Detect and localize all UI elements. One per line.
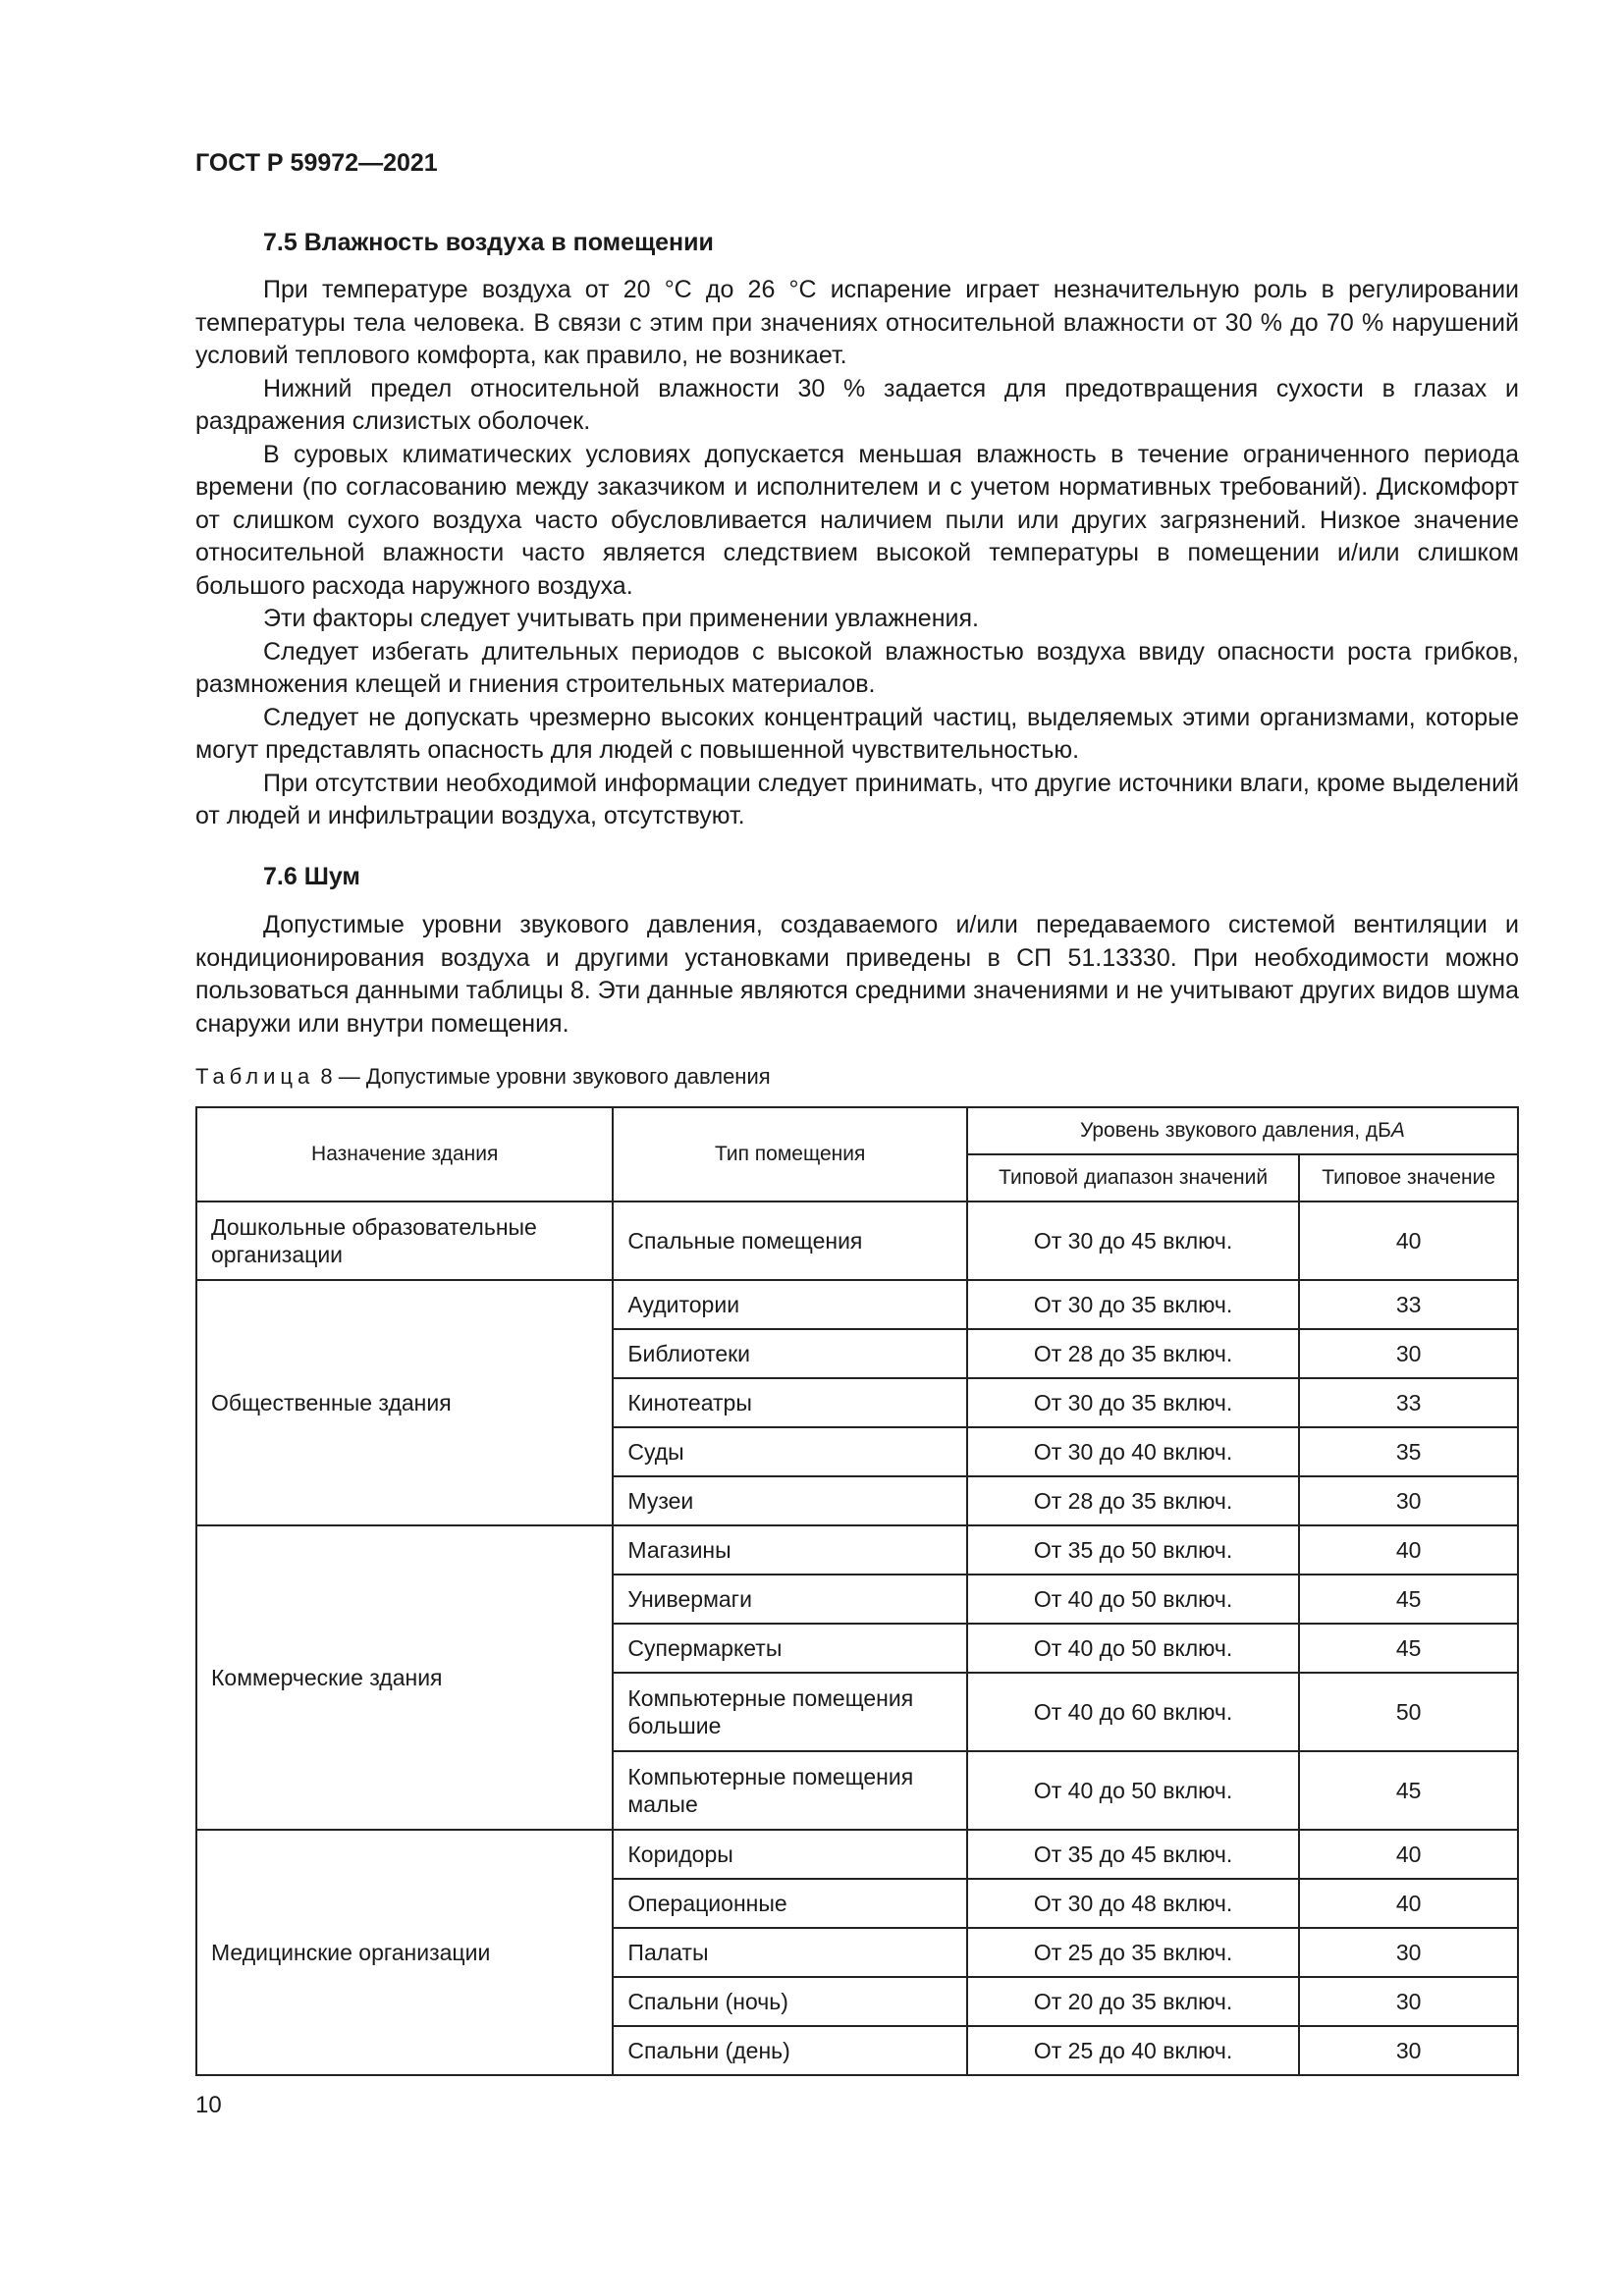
table-row	[196, 1280, 1518, 1329]
value-cell: 40	[1299, 1525, 1518, 1575]
document-id: ГОСТ Р 59972—2021	[195, 149, 438, 177]
paragraph: Допустимые уровни звукового давления, создаваемого и/или передаваемого системой вентиляции и кондиционирования воздуха и другими установками приведены в СП 51.13330. При необходимости можно пользоваться данными таблицы 8. Эти данные являются средними значениями и не учитывают других видов шума снаружи или внутри помещения.	[195, 911, 1519, 1038]
range-cell: От 28 до 35 включ.	[967, 1476, 1299, 1525]
building-cell: Общественные здания	[196, 1280, 613, 1525]
room-cell: Компьютерные помещения большие	[613, 1673, 967, 1751]
range-cell: От 35 до 50 включ.	[967, 1525, 1299, 1575]
range-cell: От 30 до 40 включ.	[967, 1427, 1299, 1476]
range-cell: От 25 до 40 включ.	[967, 2026, 1299, 2075]
value-cell: 40	[1299, 1830, 1518, 1879]
table-caption	[195, 1064, 771, 1090]
header-typical: Типовое значение	[1299, 1154, 1518, 1201]
table-row	[196, 1830, 1518, 1879]
header-range: Типовой диапазон значений	[967, 1154, 1299, 1201]
section-7-6-body	[195, 909, 1519, 1041]
room-cell: Универмаги	[613, 1575, 967, 1624]
value-cell: 33	[1299, 1280, 1518, 1329]
range-cell: От 35 до 45 включ.	[967, 1830, 1299, 1879]
room-cell: Музеи	[613, 1476, 967, 1525]
paragraph: При отсутствии необходимой информации следует принимать, что другие источники влаги, кроме выделений от людей и инфильтрации воздуха, отсутствуют.	[195, 769, 1519, 829]
header-level-unit: А	[1390, 1119, 1405, 1142]
table-row	[196, 1201, 1518, 1280]
section-heading-7-6: 7.6 Шум	[263, 863, 360, 890]
value-cell: 30	[1299, 1977, 1518, 2026]
table-caption-text: 8 — Допустимые уровни звукового давления	[320, 1064, 771, 1089]
value-cell: 45	[1299, 1751, 1518, 1830]
building-cell: Коммерческие здания	[196, 1525, 613, 1830]
value-cell: 40	[1299, 1201, 1518, 1280]
range-cell: От 30 до 35 включ.	[967, 1280, 1299, 1329]
paragraph: При температуре воздуха от 20 °С до 26 °С испарение играет незначительную роль в регулировании температуры тела человека. В связи с этим при значениях относительной влажности от 30 % до 70 % нарушений условий теплового комфорта, как правило, не возникает.	[195, 276, 1519, 369]
paragraph: Эти факторы следует учитывать при применении увлажнения.	[263, 605, 979, 632]
range-cell: От 28 до 35 включ.	[967, 1329, 1299, 1378]
room-cell: Операционные	[613, 1879, 967, 1928]
value-cell: 30	[1299, 1329, 1518, 1378]
range-cell: От 30 до 48 включ.	[967, 1879, 1299, 1928]
room-cell: Магазины	[613, 1525, 967, 1575]
room-cell: Супермаркеты	[613, 1624, 967, 1673]
range-cell: От 40 до 50 включ.	[967, 1624, 1299, 1673]
range-cell: От 30 до 35 включ.	[967, 1378, 1299, 1427]
value-cell: 35	[1299, 1427, 1518, 1476]
value-cell: 50	[1299, 1673, 1518, 1751]
room-cell: Спальные помещения	[613, 1201, 967, 1280]
page-number: 10	[195, 2092, 222, 2118]
room-cell: Спальни (день)	[613, 2026, 967, 2075]
value-cell: 33	[1299, 1378, 1518, 1427]
building-cell: Медицинские организации	[196, 1830, 613, 2075]
header-level	[967, 1107, 1518, 1154]
room-cell: Палаты	[613, 1928, 967, 1977]
range-cell: От 30 до 45 включ.	[967, 1201, 1299, 1280]
sound-levels-table	[195, 1106, 1519, 2076]
range-cell: От 40 до 50 включ.	[967, 1575, 1299, 1624]
table-row	[196, 1525, 1518, 1575]
range-cell: От 40 до 50 включ.	[967, 1751, 1299, 1830]
room-cell: Коридоры	[613, 1830, 967, 1879]
range-cell: От 40 до 60 включ.	[967, 1673, 1299, 1751]
room-cell: Аудитории	[613, 1280, 967, 1329]
value-cell: 45	[1299, 1624, 1518, 1673]
room-cell: Суды	[613, 1427, 967, 1476]
header-level-text: Уровень звукового давления, дБ	[1079, 1119, 1391, 1142]
room-cell: Спальни (ночь)	[613, 1977, 967, 2026]
paragraph: Следует избегать длительных периодов с высокой влажностью воздуха ввиду опасности роста грибков, размножения клещей и гниения строительных материалов.	[195, 637, 1519, 698]
section-heading-7-5: 7.5 Влажность воздуха в помещении	[263, 229, 714, 256]
paragraph: В суровых климатических условиях допускается меньшая влажность в течение ограниченного периода времени (по согласованию между заказчиком и исполнителем и с учетом нормативных требований). Дискомфорт от слишком сухого воздуха часто обусловливается наличием пыли или других загрязнений. Низкое значение относительной влажности часто является следствием высокой температуры в помещении и/или слишком большого расхода наружного воздуха.	[195, 440, 1519, 600]
table-caption-label: Таблица	[195, 1064, 315, 1089]
value-cell: 40	[1299, 1879, 1518, 1928]
section-7-5-body	[195, 274, 1519, 833]
value-cell: 30	[1299, 1476, 1518, 1525]
value-cell: 30	[1299, 1928, 1518, 1977]
room-cell: Библиотеки	[613, 1329, 967, 1378]
paragraph: Следует не допускать чрезмерно высоких концентраций частиц, выделяемых этими организмами, которые могут представлять опасность для людей с повышенной чувствительностью.	[195, 703, 1519, 764]
header-building: Назначение здания	[196, 1107, 613, 1201]
value-cell: 30	[1299, 2026, 1518, 2075]
range-cell: От 20 до 35 включ.	[967, 1977, 1299, 2026]
header-room: Тип помещения	[613, 1107, 967, 1201]
value-cell: 45	[1299, 1575, 1518, 1624]
paragraph: Нижний предел относительной влажности 30 % задается для предотвращения сухости в глазах и раздражения слизистых оболочек.	[195, 374, 1519, 435]
building-cell: Дошкольные образовательные организации	[196, 1201, 613, 1280]
range-cell: От 25 до 35 включ.	[967, 1928, 1299, 1977]
room-cell: Компьютерные помещения малые	[613, 1751, 967, 1830]
room-cell: Кинотеатры	[613, 1378, 967, 1427]
table-body	[196, 1201, 1518, 2075]
